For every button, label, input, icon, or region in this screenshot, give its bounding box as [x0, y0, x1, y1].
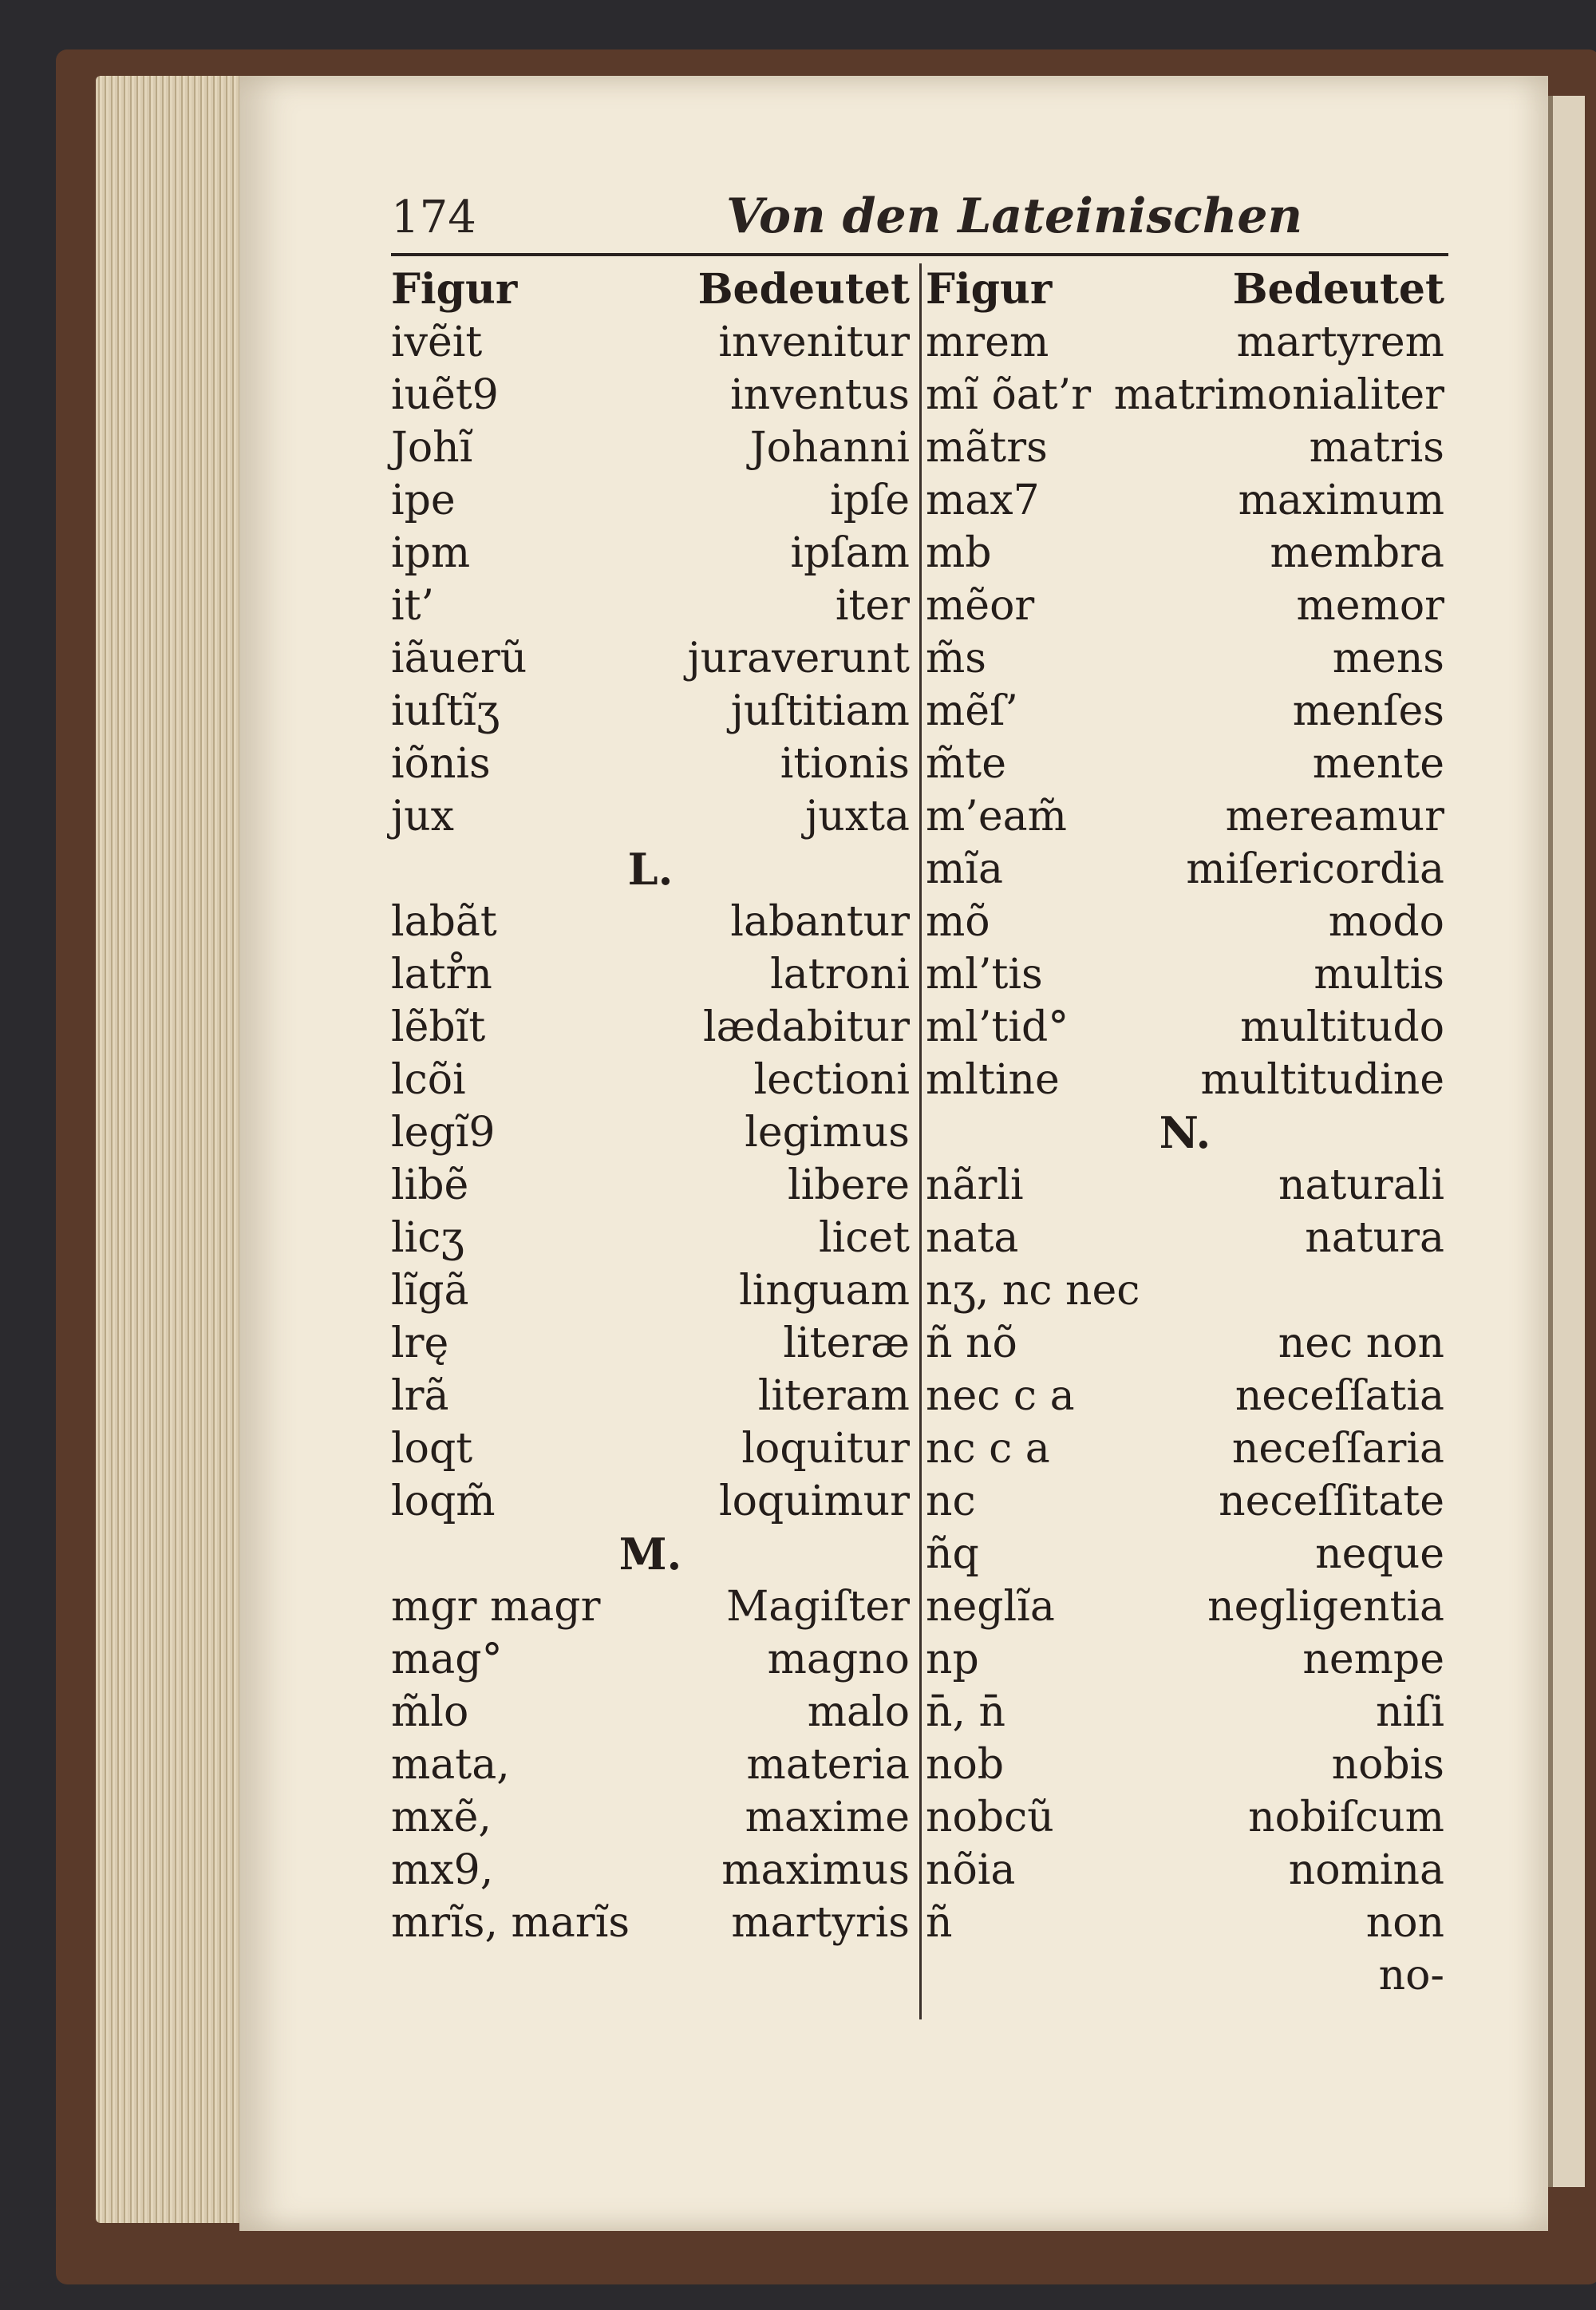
- entry-row: [391, 896, 910, 948]
- meaning-text: niſi: [1376, 1688, 1444, 1736]
- entry-row: [926, 1580, 1444, 1633]
- abbreviation-figure: nobcũ: [926, 1794, 1054, 1841]
- abbreviation-figure: nʒ, nc nec: [926, 1267, 1140, 1315]
- meaning-text: ipſam: [790, 529, 910, 577]
- abbreviation-figure: mrĩs, marĩs: [391, 1899, 630, 1947]
- entry-row: [391, 1791, 910, 1844]
- meaning-text: neque: [1315, 1530, 1444, 1578]
- abbreviation-figure: mb: [926, 529, 992, 577]
- meaning-text: miſericordia: [1186, 845, 1444, 893]
- meaning-text: membra: [1270, 529, 1444, 577]
- meaning-text: linguam: [739, 1267, 910, 1315]
- meaning-text: maximum: [1238, 477, 1444, 524]
- left-column: [391, 263, 910, 1949]
- abbreviation-figure: m̃te: [926, 740, 1006, 788]
- entry-row: [926, 1897, 1444, 1949]
- meaning-text: malo: [807, 1688, 910, 1736]
- abbreviation-figure: mõ: [926, 898, 990, 946]
- meaning-text: neceſſaria: [1231, 1425, 1444, 1473]
- meaning-text: negligentia: [1207, 1583, 1444, 1631]
- abbreviation-figure: nata: [926, 1214, 1019, 1262]
- abbreviation-figure: lĩgã: [391, 1267, 469, 1315]
- meaning-text: maximus: [721, 1846, 910, 1894]
- entry-row: [926, 632, 1444, 685]
- entry-row: [391, 474, 910, 527]
- entry-row: [391, 1212, 910, 1264]
- meaning-text: mereamur: [1225, 793, 1444, 841]
- meaning-text: itionis: [780, 740, 910, 788]
- right-column: [926, 263, 1444, 2002]
- meaning-text: matrimonialiter: [1113, 371, 1444, 419]
- abbreviation-figure: mata,: [391, 1741, 510, 1789]
- entry-row: [926, 1054, 1444, 1106]
- abbreviation-figure: loqm̃: [391, 1477, 496, 1525]
- entry-row: [391, 738, 910, 790]
- column-divider: [919, 263, 922, 2019]
- section-letter-m: M.: [618, 1529, 682, 1580]
- meaning-text: legimus: [745, 1109, 910, 1157]
- meaning-text: juraverunt: [687, 635, 910, 682]
- entry-row: [926, 1422, 1444, 1475]
- entry-row: [391, 1897, 910, 1949]
- meaning-text: maxime: [745, 1794, 910, 1841]
- meaning-text: nomina: [1288, 1846, 1444, 1894]
- abbreviation-figure: mgr magr: [391, 1583, 601, 1631]
- entry-row: [391, 316, 910, 369]
- entry-row: [391, 527, 910, 579]
- entry-row: [926, 527, 1444, 579]
- abbreviation-figure: mãtrs: [926, 424, 1048, 472]
- entry-row: [391, 421, 910, 474]
- column-head: [391, 263, 910, 316]
- entry-row: [926, 1686, 1444, 1738]
- meaning-text: juſtitiam: [730, 687, 910, 735]
- abbreviation-figure: mẽor: [926, 582, 1035, 630]
- entry-row: [926, 1791, 1444, 1844]
- meaning-text: mente: [1312, 740, 1444, 788]
- abbreviation-figure: ipm: [391, 529, 471, 577]
- meaning-text: neceſſatia: [1235, 1372, 1444, 1420]
- meaning-text: memor: [1296, 582, 1444, 630]
- abbreviation-figure: ml’tis: [926, 951, 1043, 999]
- page-number: 174: [391, 192, 476, 243]
- meaning-text: ipſe: [830, 477, 910, 524]
- abbreviation-figure: m̃lo: [391, 1688, 469, 1736]
- meaning-text: martyris: [731, 1899, 910, 1947]
- abbreviation-figure: jux: [391, 793, 454, 841]
- meaning-heading: Bedeutet: [1232, 265, 1444, 314]
- entry-row: [391, 790, 910, 843]
- abbreviation-figure: nec c a: [926, 1372, 1075, 1420]
- meaning-text: juxta: [805, 793, 910, 841]
- abbreviation-figure: it’: [391, 582, 435, 630]
- entry-row: [926, 1317, 1444, 1370]
- entry-row: [926, 1475, 1444, 1528]
- abbreviation-figure: nob: [926, 1741, 1005, 1789]
- entry-row: [926, 843, 1444, 896]
- entry-row: [391, 1844, 910, 1897]
- abbreviation-figure: iuẽt9: [391, 371, 499, 419]
- meaning-text: literæ: [783, 1319, 910, 1367]
- meaning-text: matris: [1309, 424, 1444, 472]
- abbreviation-figure: legĩ9: [391, 1109, 496, 1157]
- meaning-text: loquitur: [741, 1425, 910, 1473]
- entry-row: [391, 1686, 910, 1738]
- meaning-text: lectioni: [753, 1056, 910, 1104]
- abbreviation-figure: ml’tid°: [926, 1003, 1069, 1051]
- entry-row: [926, 474, 1444, 527]
- entry-row: [391, 1001, 910, 1054]
- entry-row: [391, 1106, 910, 1159]
- abbreviation-figure: ipe: [391, 477, 456, 524]
- entry-row: [926, 1264, 1444, 1317]
- entry-row: [391, 1264, 910, 1317]
- meaning-text: Magiſter: [726, 1583, 910, 1631]
- entry-row: [391, 1633, 910, 1686]
- abbreviation-figure: licʒ: [391, 1214, 464, 1262]
- entry-row: [926, 738, 1444, 790]
- meaning-text: invenitur: [718, 318, 910, 366]
- abbreviation-figure: max7: [926, 477, 1040, 524]
- abbreviation-figure: mrem: [926, 318, 1049, 366]
- entry-row: [391, 1159, 910, 1212]
- entry-row: [926, 1738, 1444, 1791]
- meaning-text: martyrem: [1236, 318, 1444, 366]
- entry-row: [926, 1159, 1444, 1212]
- abbreviation-figure: ivẽit: [391, 318, 483, 366]
- abbreviation-figure: ñ nõ: [926, 1319, 1017, 1367]
- abbreviation-figure: mag°: [391, 1636, 503, 1683]
- abbreviation-figure: ñq: [926, 1530, 979, 1578]
- meaning-text: neceſſitate: [1219, 1477, 1444, 1525]
- page-header: [391, 184, 1448, 247]
- abbreviation-figure: iõnis: [391, 740, 491, 788]
- meaning-text: materia: [746, 1741, 910, 1789]
- meaning-text: naturali: [1278, 1161, 1444, 1209]
- running-head: Von den Lateinischen: [726, 188, 1303, 244]
- abbreviation-figure: mx9,: [391, 1846, 494, 1894]
- meaning-text: menſes: [1292, 687, 1444, 735]
- abbreviation-figure: mẽſ’: [926, 687, 1018, 735]
- abbreviation-figure: lẽbĩt: [391, 1003, 486, 1051]
- meaning-text: loquimur: [718, 1477, 910, 1525]
- abbreviation-figure: neglĩa: [926, 1583, 1055, 1631]
- entry-row: [926, 1633, 1444, 1686]
- meaning-text: nec non: [1278, 1319, 1444, 1367]
- facing-page-edge: [1548, 96, 1585, 2187]
- entry-row: [926, 1528, 1444, 1580]
- meaning-text: libere: [788, 1161, 910, 1209]
- meaning-text: natura: [1305, 1214, 1444, 1262]
- entry-row: [926, 896, 1444, 948]
- entry-row: [926, 421, 1444, 474]
- entry-row: [926, 1370, 1444, 1422]
- abbreviation-figure: iuſtĩʒ: [391, 687, 500, 735]
- abbreviation-figure: mxẽ,: [391, 1794, 492, 1841]
- meaning-text: modo: [1328, 898, 1444, 946]
- section-letter-n: N.: [1159, 1107, 1211, 1158]
- meaning-text: lædabitur: [703, 1003, 910, 1051]
- entry-row: [391, 1738, 910, 1791]
- entry-row: [391, 1580, 910, 1633]
- abbreviation-figure: iãuerũ: [391, 635, 527, 682]
- meaning-heading: Bedeutet: [697, 265, 910, 314]
- entry-row: [391, 1422, 910, 1475]
- abbreviation-figure: nõia: [926, 1846, 1016, 1894]
- abbreviation-figure: m̃s: [926, 635, 986, 682]
- abbreviation-figure: nc: [926, 1477, 976, 1525]
- entry-row: [391, 948, 910, 1001]
- abbreviation-figure: mĩ õat’r: [926, 371, 1092, 419]
- figure-heading: Figur: [391, 265, 518, 314]
- catchword-row: [926, 1949, 1444, 2002]
- abbreviation-figure: loqt: [391, 1425, 473, 1473]
- meaning-text: mens: [1332, 635, 1444, 682]
- abbreviation-figure: nc c a: [926, 1425, 1050, 1473]
- abbreviation-figure: lcõi: [391, 1056, 466, 1104]
- meaning-text: multitudo: [1240, 1003, 1444, 1051]
- entry-row: [926, 685, 1444, 738]
- meaning-text: nobis: [1331, 1741, 1444, 1789]
- meaning-text: inventus: [730, 371, 910, 419]
- entry-row: [391, 579, 910, 632]
- entry-row: [926, 369, 1444, 421]
- meaning-text: nobiſcum: [1248, 1794, 1444, 1841]
- entry-row: [926, 1844, 1444, 1897]
- entry-row: [391, 1370, 910, 1422]
- figure-heading: Figur: [926, 265, 1053, 314]
- abbreviation-figure: lrę: [391, 1319, 449, 1367]
- entry-row: [391, 369, 910, 421]
- entry-row: [391, 1475, 910, 1528]
- abbreviation-figure: Johĩ: [391, 424, 473, 472]
- entry-row: [926, 948, 1444, 1001]
- meaning-text: Johanni: [749, 424, 910, 472]
- entry-row: [391, 1054, 910, 1106]
- abbreviation-figure: mltine: [926, 1056, 1060, 1104]
- abbreviation-figure: m’eam̃: [926, 793, 1067, 841]
- column-head: [926, 263, 1444, 316]
- catchword: no-: [1378, 1952, 1444, 1999]
- abbreviation-figure: ñ: [926, 1899, 953, 1947]
- meaning-text: nempe: [1302, 1636, 1444, 1683]
- header-rule: [391, 253, 1448, 256]
- meaning-text: iter: [835, 582, 910, 630]
- meaning-text: magno: [767, 1636, 910, 1683]
- entry-row: [391, 685, 910, 738]
- entry-row: [926, 579, 1444, 632]
- meaning-text: latroni: [770, 951, 910, 999]
- abbreviation-figure: libẽ: [391, 1161, 469, 1209]
- meaning-text: licet: [818, 1214, 910, 1262]
- entry-row: [926, 316, 1444, 369]
- abbreviation-figure: labãt: [391, 898, 497, 946]
- entry-row: [391, 1317, 910, 1370]
- entry-row: [926, 790, 1444, 843]
- abbreviation-figure: lrã: [391, 1372, 449, 1420]
- abbreviation-figure: n̄, n̄: [926, 1688, 1006, 1736]
- section-letter-l: L.: [627, 844, 674, 895]
- meaning-text: multitudine: [1200, 1056, 1444, 1104]
- meaning-text: literam: [757, 1372, 910, 1420]
- meaning-text: multis: [1314, 951, 1444, 999]
- abbreviation-figure: np: [926, 1636, 979, 1683]
- abbreviation-figure: latr̊n: [391, 951, 492, 999]
- entry-row: [926, 1212, 1444, 1264]
- meaning-text: labantur: [730, 898, 910, 946]
- entry-row: [926, 1001, 1444, 1054]
- page-edges: [96, 76, 263, 2223]
- abbreviation-figure: nãrli: [926, 1161, 1024, 1209]
- entry-row: [391, 632, 910, 685]
- abbreviation-figure: mĩa: [926, 845, 1003, 893]
- meaning-text: non: [1365, 1899, 1444, 1947]
